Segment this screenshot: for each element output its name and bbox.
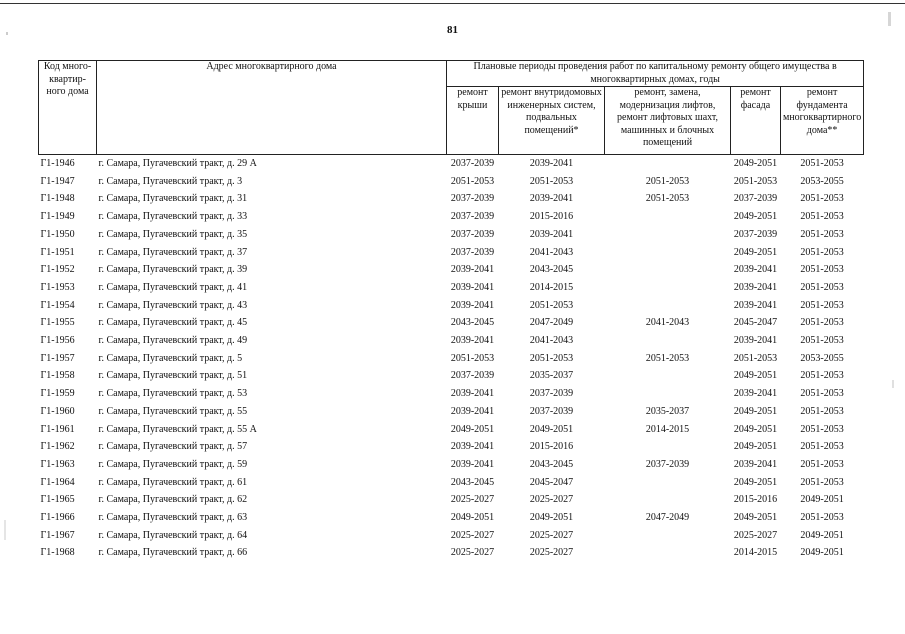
scan-speck [892,380,894,388]
cell-code: Г1-1947 [40,175,75,187]
cell-facade: 2039-2041 [733,299,778,311]
cell-address: г. Самара, Пугачевский тракт, д. 61 [98,476,248,488]
cell-facade: 2039-2041 [733,458,778,470]
cell-facade: 2049-2051 [733,441,778,453]
cell-foundation: 2051-2053 [800,423,844,435]
table-row [39,403,864,421]
cell-foundation: 2051-2053 [800,193,844,205]
cell-code: Г1-1957 [40,352,75,364]
table-row [39,226,864,244]
cell-lifts [605,438,731,456]
cell-lifts [605,208,731,226]
table-row [39,421,864,439]
cell-address: г. Самара, Пугачевский тракт, д. 33 [98,211,248,223]
cell-code: Г1-1954 [40,299,75,311]
cell-address: г. Самара, Пугачевский тракт, д. 5 [98,352,243,364]
cell-foundation: 2049-2051 [800,547,844,559]
cell-foundation: 2051-2053 [800,228,844,240]
cell-engineering: 2015-2016 [529,441,574,453]
cell-engineering: 2049-2051 [529,512,574,524]
table-row [39,297,864,315]
cell-address: г. Самара, Пугачевский тракт, д. 59 [98,458,248,470]
table-row [39,438,864,456]
table-row [39,527,864,545]
cell-lifts: 2051-2053 [645,352,690,364]
cell-code: Г1-1963 [40,458,75,470]
table-body [39,155,864,563]
cell-facade: 2039-2041 [733,281,778,293]
scan-speck [6,32,8,35]
cell-facade: 2051-2053 [733,352,778,364]
cell-roof: 2039-2041 [450,388,495,400]
cell-code: Г1-1967 [40,529,75,541]
cell-foundation: 2051-2053 [800,476,844,488]
cell-foundation: 2051-2053 [800,370,844,382]
cell-facade: 2049-2051 [733,158,778,169]
cell-address: г. Самара, Пугачевский тракт, д. 62 [98,494,248,506]
header-address: Адрес многоквартирного дома [97,61,447,155]
cell-code: Г1-1952 [40,264,75,276]
cell-address: г. Самара, Пугачевский тракт, д. 37 [98,246,248,258]
cell-facade: 2049-2051 [733,370,778,382]
cell-code: Г1-1958 [40,370,75,382]
cell-roof: 2051-2053 [450,352,495,364]
cell-engineering: 2035-2037 [529,370,574,382]
table-row [39,367,864,385]
cell-lifts [605,544,731,562]
cell-address: г. Самара, Пугачевский тракт, д. 39 [98,264,248,276]
header-engineering: ремонт внутридомовых инженерных систем, подвальных помещений* [499,87,605,155]
cell-code: Г1-1949 [40,211,75,223]
cell-lifts [605,297,731,315]
cell-facade: 2049-2051 [733,512,778,524]
cell-address: г. Самара, Пугачевский тракт, д. 43 [98,299,248,311]
cell-roof: 2039-2041 [450,335,495,347]
cell-foundation: 2051-2053 [800,264,844,276]
cell-engineering: 2039-2041 [529,228,574,240]
table-row [39,173,864,191]
cell-code: Г1-1950 [40,228,75,240]
cell-foundation: 2053-2055 [800,352,844,364]
cell-engineering: 2047-2049 [529,317,574,329]
table-row [39,190,864,208]
cell-foundation: 2051-2053 [800,158,844,169]
header-periods: Плановые периоды проведения работ по капитальному ремонту общего имущества в многоквартирных домах, годы [447,61,864,87]
cell-lifts: 2014-2015 [645,423,690,435]
header-roof: ремонт крыши [447,87,499,155]
cell-address: г. Самара, Пугачевский тракт, д. 31 [98,193,248,205]
cell-roof: 2049-2051 [450,423,495,435]
cell-foundation: 2053-2055 [800,175,844,187]
cell-engineering: 2051-2053 [529,175,574,187]
table-row [39,509,864,527]
table-row [39,244,864,262]
cell-foundation: 2049-2051 [800,529,844,541]
cell-foundation: 2051-2053 [800,246,844,258]
cell-facade: 2025-2027 [733,529,778,541]
cell-code: Г1-1956 [40,335,75,347]
cell-code: Г1-1959 [40,388,75,400]
cell-engineering: 2039-2041 [529,193,574,205]
scan-speck [888,12,891,26]
cell-lifts [605,527,731,545]
cell-address: г. Самара, Пугачевский тракт, д. 55 А [98,423,257,435]
cell-address: г. Самара, Пугачевский тракт, д. 49 [98,335,248,347]
table-row [39,261,864,279]
cell-lifts: 2051-2053 [645,193,690,205]
table-row [39,314,864,332]
cell-lifts [605,226,731,244]
cell-foundation: 2051-2053 [800,512,844,524]
cell-code: Г1-1962 [40,441,75,453]
cell-roof: 2025-2027 [450,494,495,506]
cell-lifts: 2035-2037 [645,405,690,417]
cell-facade: 2049-2051 [733,423,778,435]
cell-engineering: 2043-2045 [529,264,574,276]
cell-lifts [605,491,731,509]
cell-address: г. Самара, Пугачевский тракт, д. 63 [98,512,248,524]
cell-lifts [605,261,731,279]
table-row [39,456,864,474]
cell-code: Г1-1953 [40,281,75,293]
cell-engineering: 2014-2015 [529,281,574,293]
cell-roof: 2039-2041 [450,281,495,293]
header-lifts: ремонт, замена, модернизация лифтов, ремонт лифтовых шахт, машинных и блочных помещений [605,87,731,155]
cell-code: Г1-1961 [40,423,75,435]
cell-foundation: 2051-2053 [800,335,844,347]
cell-roof: 2025-2027 [450,547,495,559]
cell-address: г. Самара, Пугачевский тракт, д. 35 [98,228,248,240]
cell-engineering: 2025-2027 [529,529,574,541]
cell-lifts: 2047-2049 [645,512,690,524]
cell-address: г. Самара, Пугачевский тракт, д. 51 [98,370,248,382]
cell-facade: 2039-2041 [733,388,778,400]
cell-facade: 2049-2051 [733,476,778,488]
cell-foundation: 2051-2053 [800,405,844,417]
cell-engineering: 2039-2041 [529,158,574,169]
cell-roof: 2039-2041 [450,264,495,276]
cell-roof: 2043-2045 [450,476,495,488]
cell-engineering: 2043-2045 [529,458,574,470]
cell-facade: 2051-2053 [733,175,778,187]
table-row [39,491,864,509]
cell-address: г. Самара, Пугачевский тракт, д. 55 [98,405,248,417]
cell-address: г. Самара, Пугачевский тракт, д. 53 [98,388,248,400]
page-number: 81 [447,24,458,36]
cell-address: г. Самара, Пугачевский тракт, д. 29 А [98,158,257,169]
cell-engineering: 2025-2027 [529,494,574,506]
table-row [39,474,864,492]
cell-lifts [605,385,731,403]
cell-code: Г1-1946 [40,158,75,169]
cell-roof: 2037-2039 [450,211,495,223]
cell-code: Г1-1965 [40,494,75,506]
cell-engineering: 2041-2043 [529,246,574,258]
cell-address: г. Самара, Пугачевский тракт, д. 41 [98,281,248,293]
cell-code: Г1-1960 [40,405,75,417]
cell-foundation: 2051-2053 [800,299,844,311]
cell-facade: 2049-2051 [733,246,778,258]
cell-code: Г1-1964 [40,476,75,488]
cell-roof: 2037-2039 [450,246,495,258]
cell-foundation: 2051-2053 [800,211,844,223]
cell-roof: 2039-2041 [450,441,495,453]
cell-engineering: 2037-2039 [529,388,574,400]
cell-roof: 2039-2041 [450,458,495,470]
cell-address: г. Самара, Пугачевский тракт, д. 64 [98,529,248,541]
cell-lifts: 2041-2043 [645,317,690,329]
cell-lifts [605,244,731,262]
cell-code: Г1-1968 [40,547,75,559]
cell-engineering: 2045-2047 [529,476,574,488]
cell-facade: 2045-2047 [733,317,778,329]
cell-address: г. Самара, Пугачевский тракт, д. 57 [98,441,248,453]
cell-foundation: 2051-2053 [800,458,844,470]
scan-speck [4,520,6,540]
cell-engineering: 2037-2039 [529,405,574,417]
cell-roof: 2037-2039 [450,370,495,382]
cell-roof: 2037-2039 [450,228,495,240]
top-border-line [0,3,905,4]
cell-facade: 2049-2051 [733,405,778,417]
cell-roof: 2037-2039 [450,193,495,205]
table-row [39,208,864,226]
cell-roof: 2043-2045 [450,317,495,329]
cell-lifts [605,279,731,297]
cell-lifts: 2051-2053 [645,175,690,187]
cell-roof: 2051-2053 [450,175,495,187]
cell-lifts: 2037-2039 [645,458,690,470]
cell-roof: 2025-2027 [450,529,495,541]
cell-facade: 2037-2039 [733,228,778,240]
table-row [39,544,864,562]
cell-foundation: 2051-2053 [800,317,844,329]
cell-facade: 2037-2039 [733,193,778,205]
cell-foundation: 2051-2053 [800,281,844,293]
cell-address: г. Самара, Пугачевский тракт, д. 66 [98,547,248,559]
cell-engineering: 2025-2027 [529,547,574,559]
header-foundation: ремонт фундамента многоквартирного дома** [781,87,864,155]
cell-facade: 2015-2016 [733,494,778,506]
cell-engineering: 2041-2043 [529,335,574,347]
cell-engineering: 2051-2053 [529,352,574,364]
header-code: Код много-квартир-ного дома [39,61,97,155]
cell-code: Г1-1951 [40,246,75,258]
cell-address: г. Самара, Пугачевский тракт, д. 45 [98,317,248,329]
table-row [39,279,864,297]
cell-foundation: 2051-2053 [800,441,844,453]
cell-foundation: 2051-2053 [800,388,844,400]
cell-lifts [605,474,731,492]
cell-roof: 2037-2039 [450,158,495,169]
cell-engineering: 2051-2053 [529,299,574,311]
cell-roof: 2039-2041 [450,299,495,311]
cell-facade: 2039-2041 [733,264,778,276]
cell-facade: 2014-2015 [733,547,778,559]
table-row [39,155,864,173]
cell-code: Г1-1955 [40,317,75,329]
cell-facade: 2049-2051 [733,211,778,223]
cell-foundation: 2049-2051 [800,494,844,506]
cell-code: Г1-1948 [40,193,75,205]
cell-code: Г1-1966 [40,512,75,524]
cell-address: г. Самара, Пугачевский тракт, д. 3 [98,175,243,187]
cell-lifts [605,367,731,385]
cell-roof: 2039-2041 [450,405,495,417]
cell-engineering: 2049-2051 [529,423,574,435]
capital-repair-table [38,60,864,562]
cell-facade: 2039-2041 [733,335,778,347]
header-facade: ремонт фасада [731,87,781,155]
cell-lifts [605,332,731,350]
cell-lifts [605,155,731,173]
table-row [39,332,864,350]
table-row [39,350,864,368]
cell-engineering: 2015-2016 [529,211,574,223]
cell-roof: 2049-2051 [450,512,495,524]
table-row [39,385,864,403]
